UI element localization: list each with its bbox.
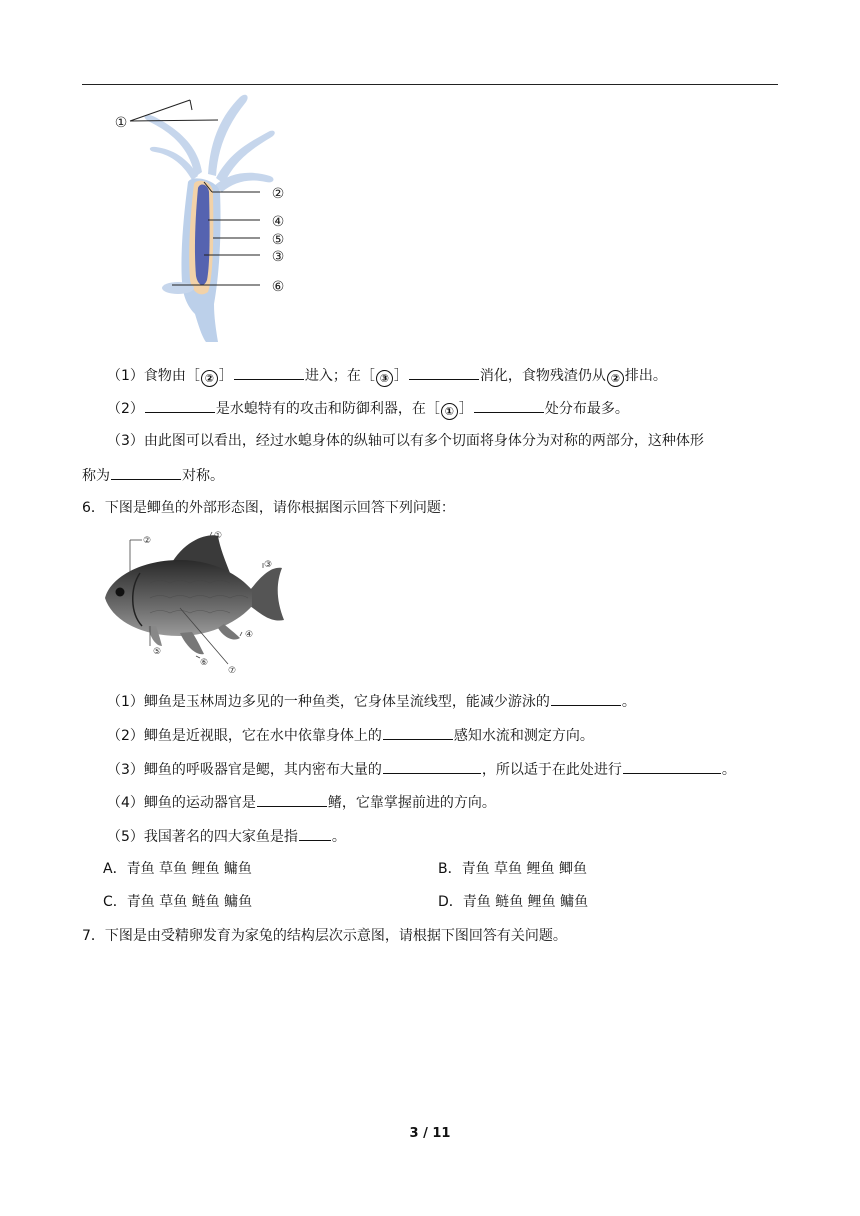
answer-blank[interactable] <box>257 791 327 807</box>
q5-sub1: （1）食物由［ ② ］ 进入；在［ ③ ］ 消化，食物残渣仍从 ② 排出。 <box>107 364 667 387</box>
q6-sub5: （5）我国著名的四大家鱼是指 。 <box>107 825 346 847</box>
fish-label-5: ⑤ <box>152 647 162 657</box>
q6-sub3: （3）鲫鱼的呼吸器官是鳃，其内密布大量的 ，所以适于在此处进行 。 <box>107 758 736 780</box>
fish-label-4: ④ <box>244 630 254 640</box>
hydra-label-4: ④ <box>271 214 285 230</box>
answer-blank[interactable] <box>383 724 453 740</box>
answer-blank[interactable] <box>299 825 331 841</box>
header-rule <box>82 84 778 85</box>
option-a[interactable]: A．青鱼 草鱼 鲤鱼 鳙鱼 <box>103 861 252 877</box>
answer-blank[interactable] <box>145 397 215 413</box>
q6-sub2: （2）鲫鱼是近视眼，它在水中依靠身体上的 感知水流和测定方向。 <box>107 724 594 746</box>
answer-blank[interactable] <box>409 364 479 380</box>
hydra-figure <box>100 92 300 347</box>
answer-blank[interactable] <box>551 690 621 706</box>
fish-label-1: ① <box>213 531 223 541</box>
answer-blank[interactable] <box>474 397 544 413</box>
hydra-label-3: ③ <box>271 249 285 265</box>
fish-label-2: ② <box>142 536 152 546</box>
option-c[interactable]: C．青鱼 草鱼 鲢鱼 鳙鱼 <box>103 894 253 910</box>
q6-sub1: （1）鲫鱼是玉林周边多见的一种鱼类，它身体呈流线型，能减少游泳的 。 <box>107 690 636 712</box>
marker-2: ② <box>607 370 624 387</box>
marker-2: ② <box>201 370 218 387</box>
marker-1: ① <box>441 403 458 420</box>
q5-sub2: （2） 是水螅特有的攻击和防御利器，在［ ① ］ 处分布最多。 <box>107 397 629 420</box>
answer-blank[interactable] <box>383 758 481 774</box>
hydra-label-1: ① <box>114 115 128 131</box>
q5-sub3-line2: 称为 对称。 <box>82 464 224 486</box>
answer-blank[interactable] <box>234 364 304 380</box>
fish-label-7: ⑦ <box>227 666 237 676</box>
q6-title: 6．下图是鲫鱼的外部形态图，请你根据图示回答下列问题： <box>82 500 455 516</box>
hydra-label-2: ② <box>271 186 285 202</box>
fish-figure <box>100 528 290 678</box>
option-d[interactable]: D．青鱼 鲢鱼 鲤鱼 鳙鱼 <box>438 894 589 910</box>
page-number: 3 / 11 <box>409 1126 451 1141</box>
fish-label-3: ③ <box>263 560 273 570</box>
hydra-label-5: ⑤ <box>271 232 285 248</box>
q7-title: 7．下图是由受精卵发育为家兔的结构层次示意图，请根据下图回答有关问题。 <box>82 928 567 944</box>
answer-blank[interactable] <box>623 758 721 774</box>
hydra-label-6: ⑥ <box>271 279 285 295</box>
marker-3: ③ <box>376 370 393 387</box>
q5-sub3-line1: （3）由此图可以看出，经过水螅身体的纵轴可以有多个切面将身体分为对称的两部分，这种体形 <box>107 433 704 449</box>
q6-sub4: （4）鲫鱼的运动器官是 鳍，它靠掌握前进的方向。 <box>107 791 496 813</box>
fish-label-6: ⑥ <box>199 658 209 668</box>
answer-blank[interactable] <box>111 464 181 480</box>
option-b[interactable]: B．青鱼 草鱼 鲤鱼 鲫鱼 <box>438 861 587 877</box>
